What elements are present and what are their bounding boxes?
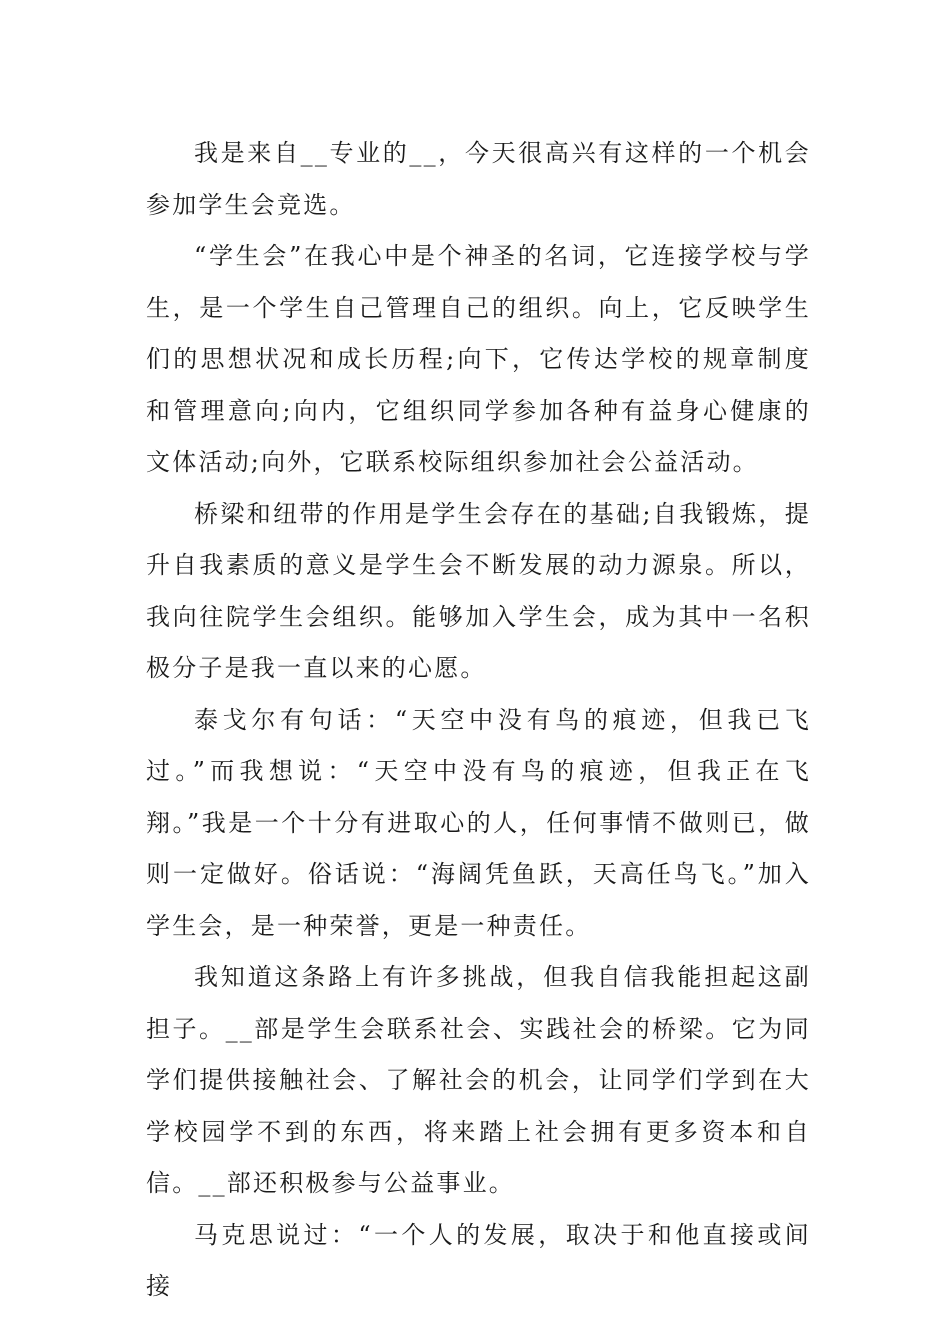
paragraph-student-union-meaning: “学生会”在我心中是个神圣的名词，它连接学校与学生，是一个学生自己管理自己的组织。向上，它反映学生们的思想状况和成长历程;向下，它传达学校的规章制度和管理意向;向内，它组织同学参加各种有益身心健康的文体活动;向外，它联系校际组织参加社会公益活动。 — [146, 242, 811, 476]
document-body — [146, 128, 811, 1313]
paragraph-tagore-quote: 泰戈尔有句话：“天空中没有鸟的痕迹，但我已飞过。”而我想说：“天空中没有鸟的痕迹，但我正在飞翔。”我是一个十分有进取心的人，任何事情不做则已，做则一定做好。俗话说：“海阔凭鱼跃，天高任鸟飞。”加入学生会，是一种荣誉，更是一种责任。 — [146, 705, 811, 940]
paragraph-bridge-role: 桥梁和纽带的作用是学生会存在的基础;自我锻炼，提升自我素质的意义是学生会不断发展的动力源泉。所以，我向往院学生会组织。能够加入学生会，成为其中一名积极分子是我一直以来的心愿。 — [146, 499, 811, 682]
paragraph-intro: 我是来自__专业的__，今天很高兴有这样的一个机会参加学生会竞选。 — [146, 139, 811, 219]
paragraph-marx-quote: 马克思说过：“一个人的发展，取决于和他直接或间接 — [146, 1220, 811, 1300]
paragraph-challenges: 我知道这条路上有许多挑战，但我自信我能担起这副担子。__部是学生会联系社会、实践社会的桥梁。它为同学们提供接触社会、了解社会的机会，让同学们学到在大学校园学不到的东西，将来踏上社会拥有更多资本和自信。__部还积极参与公益事业。 — [146, 963, 811, 1197]
